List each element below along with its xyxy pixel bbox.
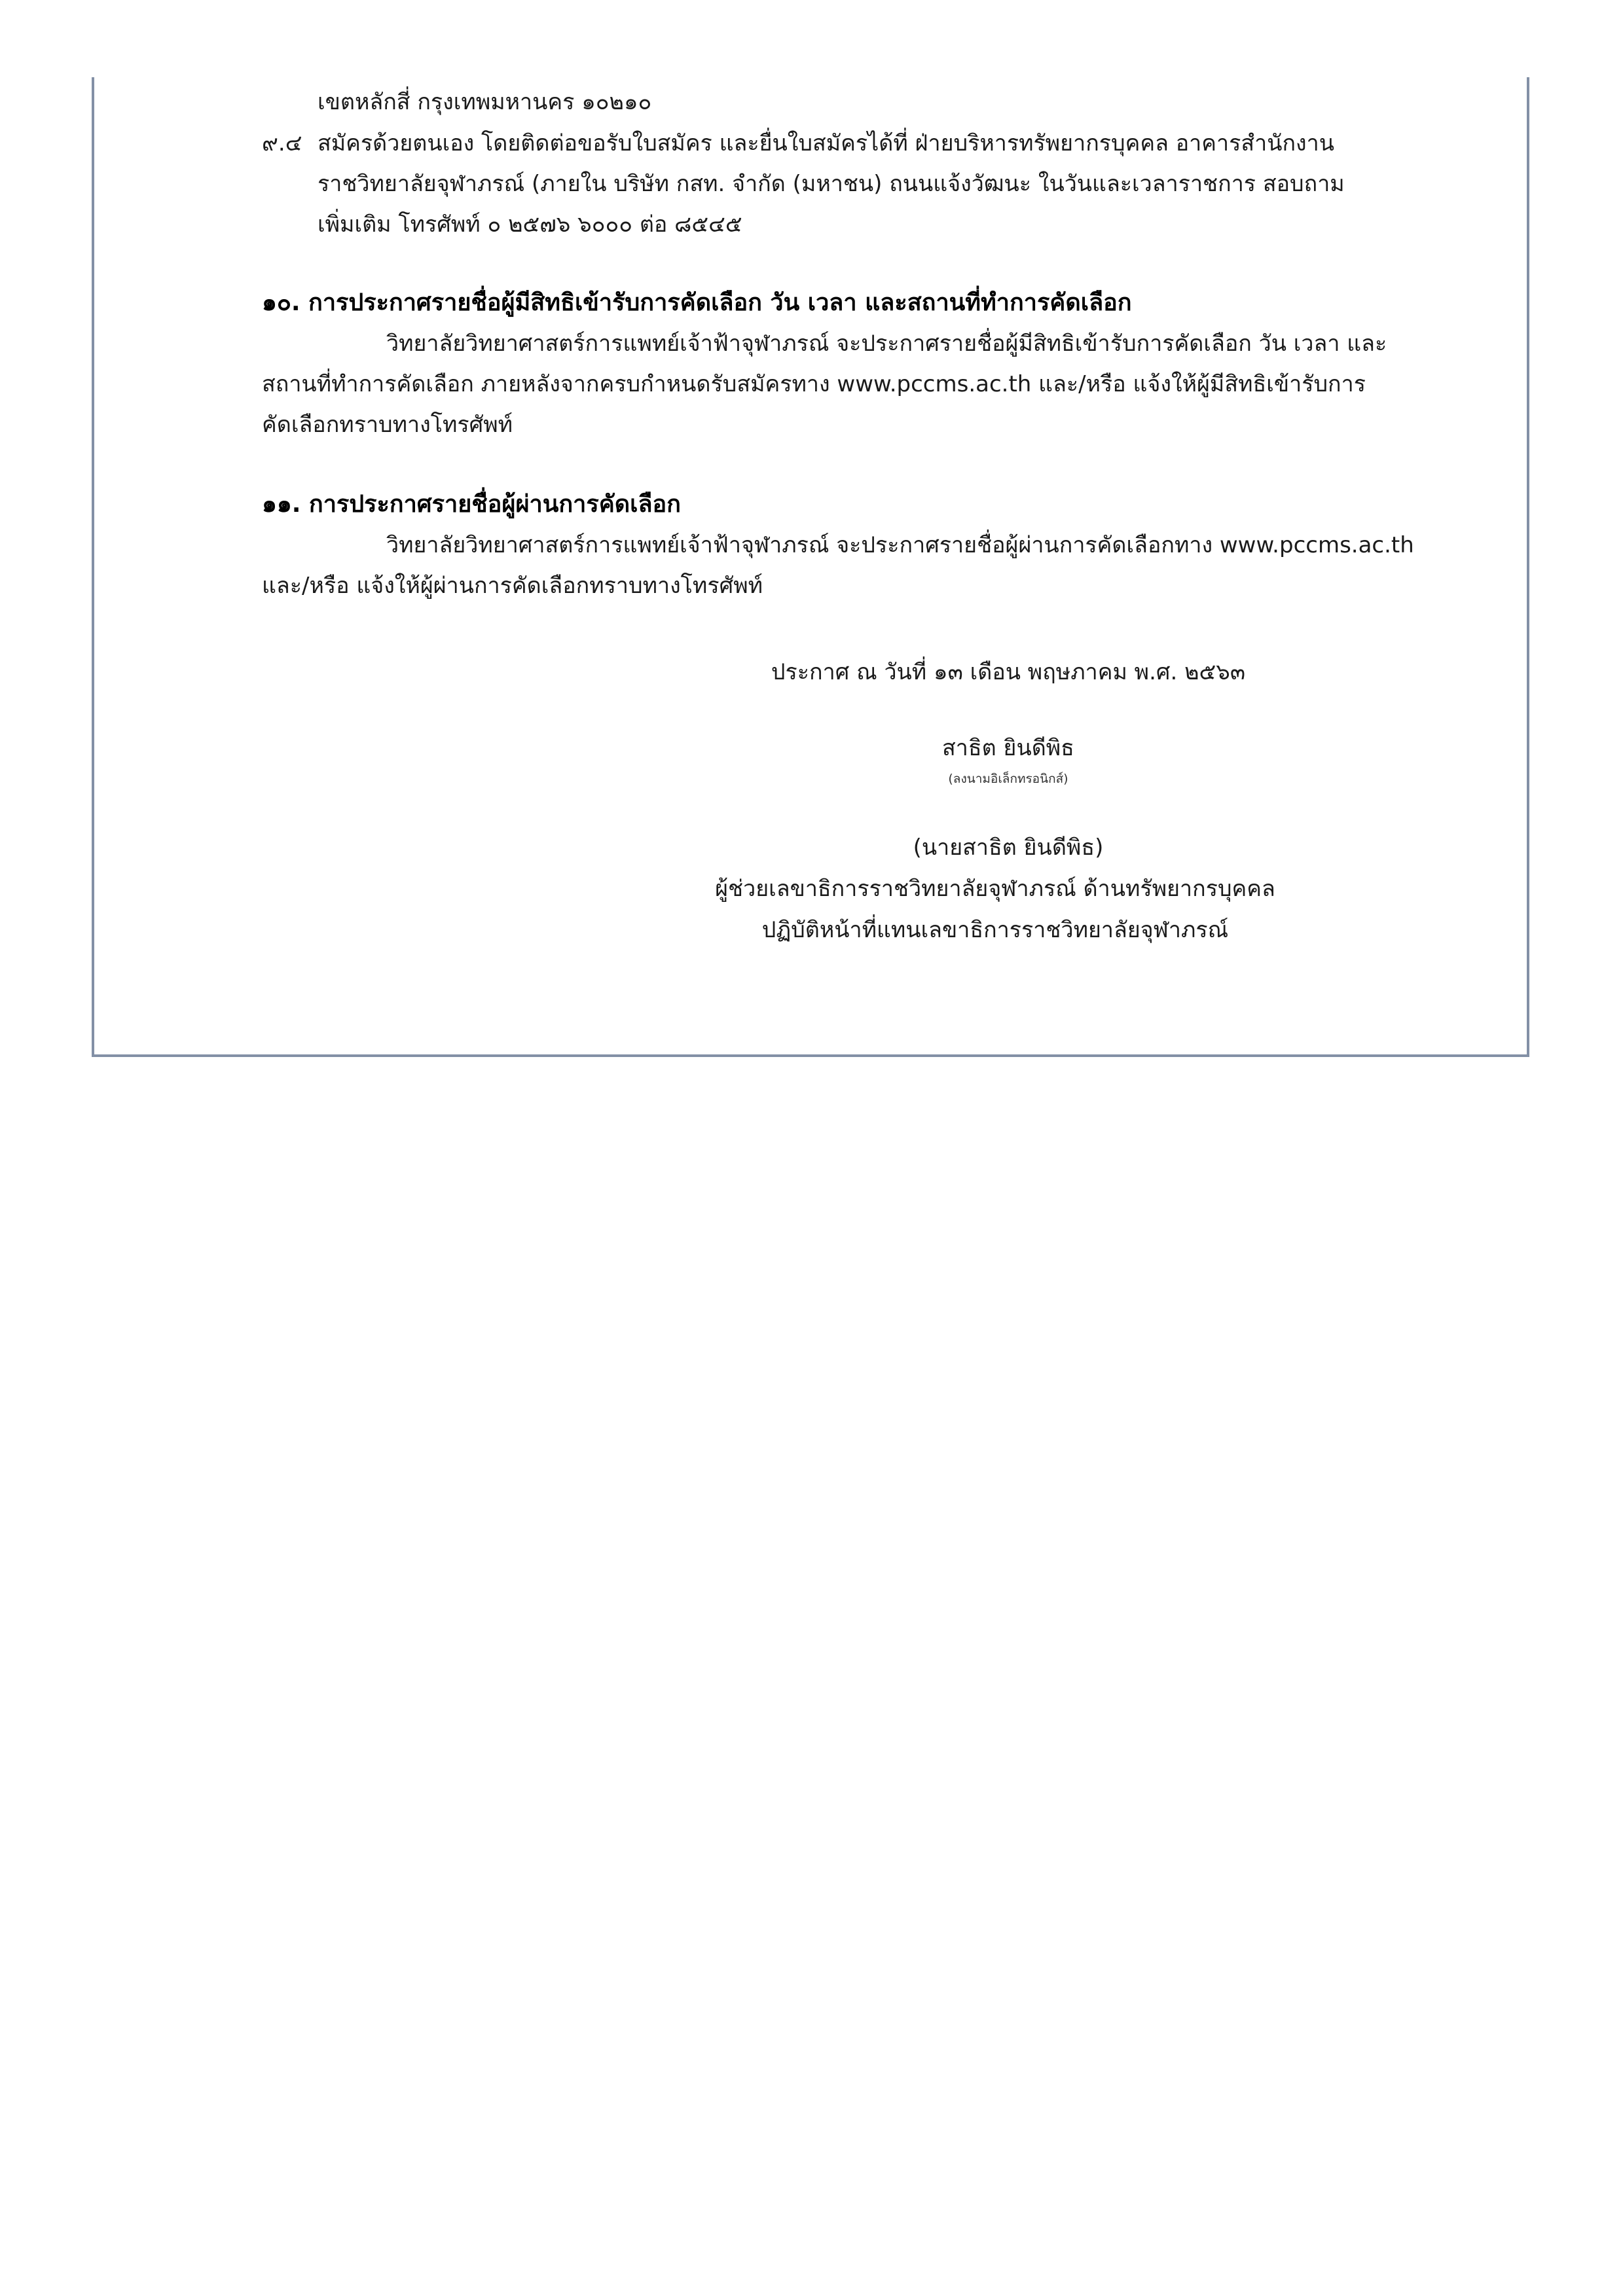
section-10-heading: ๑๐. การประกาศรายชื่อผู้มีสิทธิเข้ารับการคัดเลือก วัน เวลา และสถานที่ทำการคัดเลือก	[262, 289, 1132, 316]
section-11-line-2: และ/หรือ แจ้งให้ผู้ผ่านการคัดเลือกทราบทางโทรศัพท์	[262, 573, 763, 599]
section-10-line-3: คัดเลือกทราบทางโทรศัพท์	[262, 412, 513, 438]
position-line-2: ปฏิบัติหน้าที่แทนเลขาธิการราชวิทยาลัยจุฬาภรณ์	[761, 917, 1229, 943]
section-11-heading: ๑๑. การประกาศรายชื่อผู้ผ่านการคัดเลือก	[262, 491, 681, 518]
position-line-1: ผู้ช่วยเลขาธิการราชวิทยาลัยจุฬาภรณ์ ด้านทรัพยากรบุคคล	[715, 876, 1275, 902]
printed-name: (นายสาธิต ยินดีพิธ)	[913, 834, 1104, 861]
e-signature-note: (ลงนามอิเล็กทรอนิกส์)	[948, 772, 1068, 786]
item-9-4-line-1: สมัครด้วยตนเอง โดยติดต่อขอรับใบสมัคร และยื่นใบสมัครได้ที่ ฝ่ายบริหารทรัพยากรบุคคล อาคารสำนักงาน	[318, 130, 1334, 156]
item-9-4-line-3: เพิ่มเติม โทรศัพท์ ๐ ๒๕๗๖ ๖๐๐๐ ต่อ ๘๕๔๕	[318, 211, 742, 238]
section-11-line-1: วิทยาลัยวิทยาศาสตร์การแพทย์เจ้าฟ้าจุฬาภรณ์ จะประกาศรายชื่อผู้ผ่านการคัดเลือกทาง www.pccms.ac.th	[386, 532, 1414, 558]
item-9-4-line-2: ราชวิทยาลัยจุฬาภรณ์ (ภายใน บริษัท กสท. จำกัด (มหาชน) ถนนแจ้งวัฒนะ ในวันและเวลาราชการ สอบถาม	[318, 171, 1345, 197]
section-10-line-2: สถานที่ทำการคัดเลือก ภายหลังจากครบกำหนดรับสมัครทาง www.pccms.ac.th และ/หรือ แจ้งให้ผู้มีสิทธิเข้ารับการ	[262, 371, 1366, 397]
signed-name: สาธิต ยินดีพิธ	[942, 735, 1074, 761]
document-frame	[92, 77, 1529, 1057]
item-9-3-tail: เขตหลักสี่ กรุงเทพมหานคร ๑๐๒๑๐	[318, 89, 652, 115]
section-10-line-1: วิทยาลัยวิทยาศาสตร์การแพทย์เจ้าฟ้าจุฬาภรณ์ จะประกาศรายชื่อผู้มีสิทธิเข้ารับการคัดเลือก วัน เวลา และ	[386, 331, 1387, 357]
announcement-date: ประกาศ ณ วันที่ ๑๓ เดือน พฤษภาคม พ.ศ. ๒๕๖๓	[771, 659, 1246, 685]
item-9-4-number: ๙.๔	[262, 130, 302, 156]
